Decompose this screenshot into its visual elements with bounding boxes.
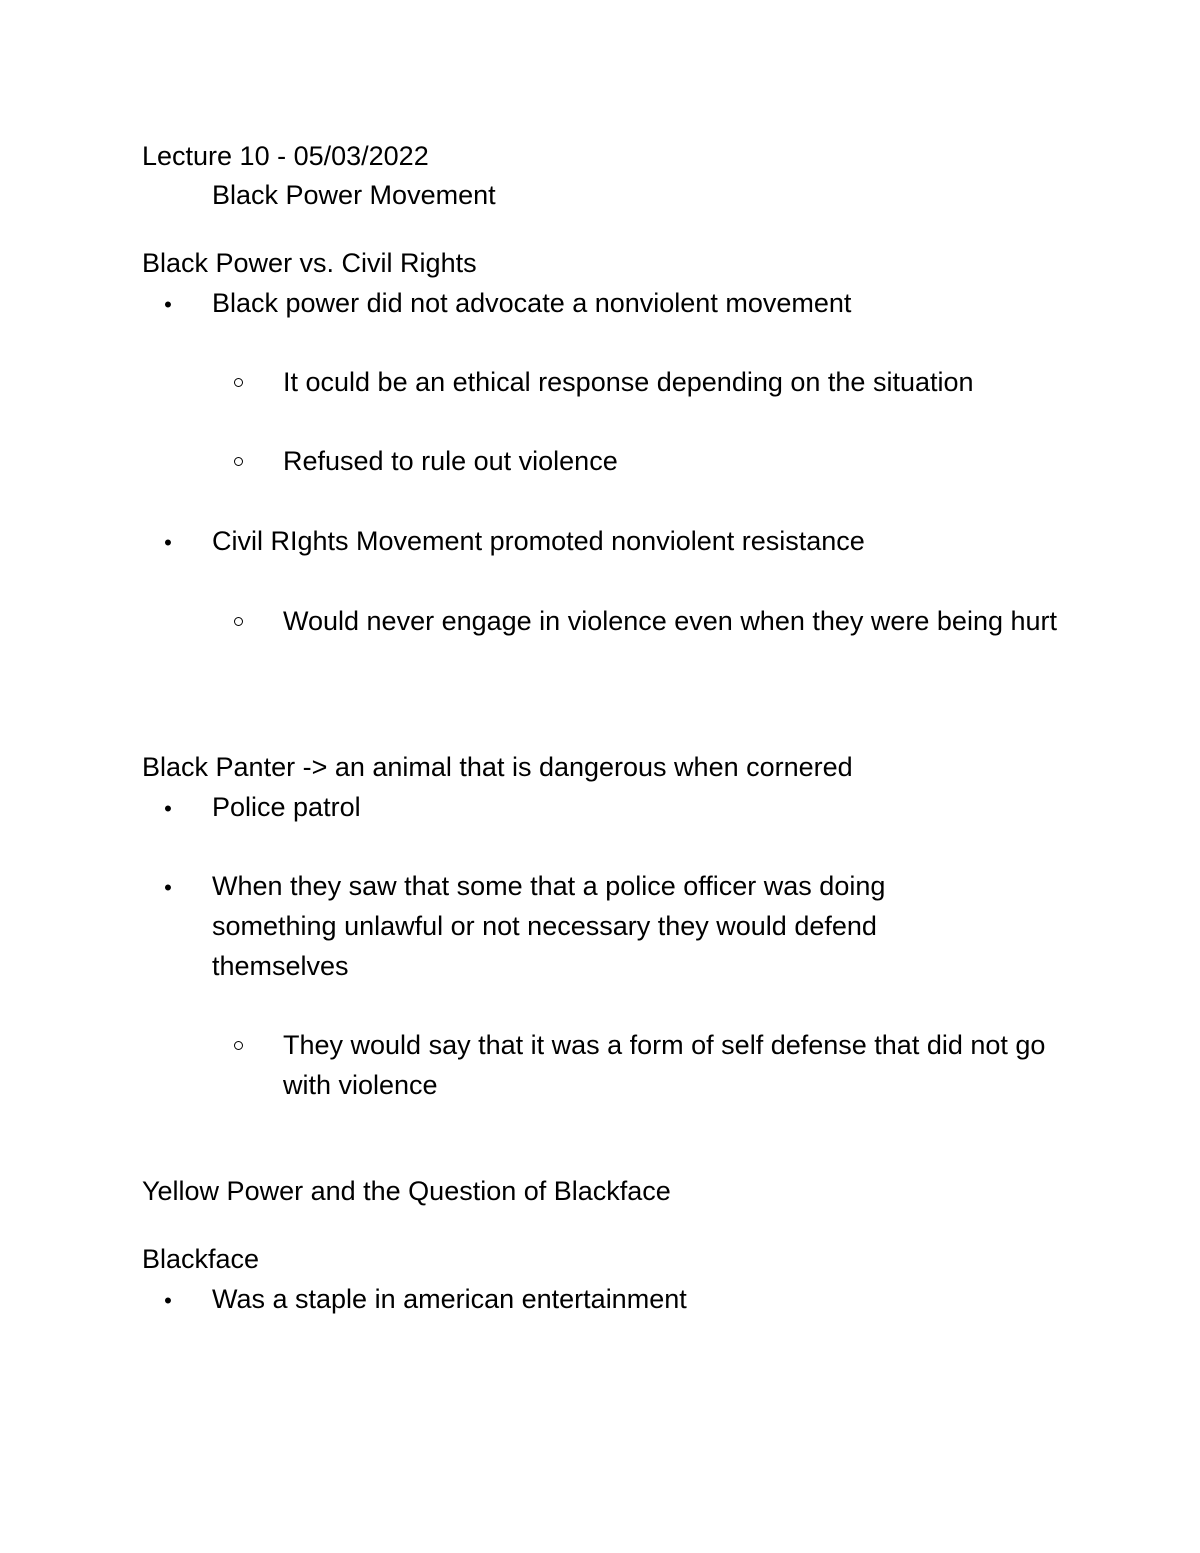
section-heading: Blackface (142, 1244, 260, 1274)
circle-bullet-icon (228, 441, 248, 481)
lecture-subtitle: Black Power Movement (212, 180, 496, 210)
sub-list-item: They would say that it was a form of self defense that did not go with violence (283, 1030, 1046, 1100)
list-item: Civil RIghts Movement promoted nonviolent resistance (212, 526, 865, 556)
circle-bullet-icon (228, 601, 248, 641)
bullet-icon (158, 283, 178, 325)
bullet-icon (158, 1279, 178, 1321)
bullet-icon (158, 866, 178, 908)
bullet-icon (158, 787, 178, 829)
section-heading: Black Power vs. Civil Rights (142, 248, 477, 278)
sub-list-item: It oculd be an ethical response depending on the situation (283, 367, 974, 397)
list-item: Black power did not advocate a nonviolent movement (212, 288, 852, 318)
circle-bullet-icon (228, 1025, 248, 1065)
section-heading: Black Panter -> an animal that is dangerous when cornered (142, 752, 853, 782)
section-heading: Yellow Power and the Question of Blackface (142, 1176, 671, 1206)
sub-list-item: Would never engage in violence even when they were being hurt (283, 606, 1058, 636)
sub-list-item: Refused to rule out violence (283, 446, 618, 476)
bullet-icon (158, 521, 178, 563)
lecture-title: Lecture 10 - 05/03/2022 (142, 141, 429, 171)
list-item: Was a staple in american entertainment (212, 1284, 687, 1314)
list-item: When they saw that some that a police officer was doing something unlawful or not necessary they would defend themselves (212, 871, 886, 981)
list-item: Police patrol (212, 792, 361, 822)
circle-bullet-icon (228, 362, 248, 402)
